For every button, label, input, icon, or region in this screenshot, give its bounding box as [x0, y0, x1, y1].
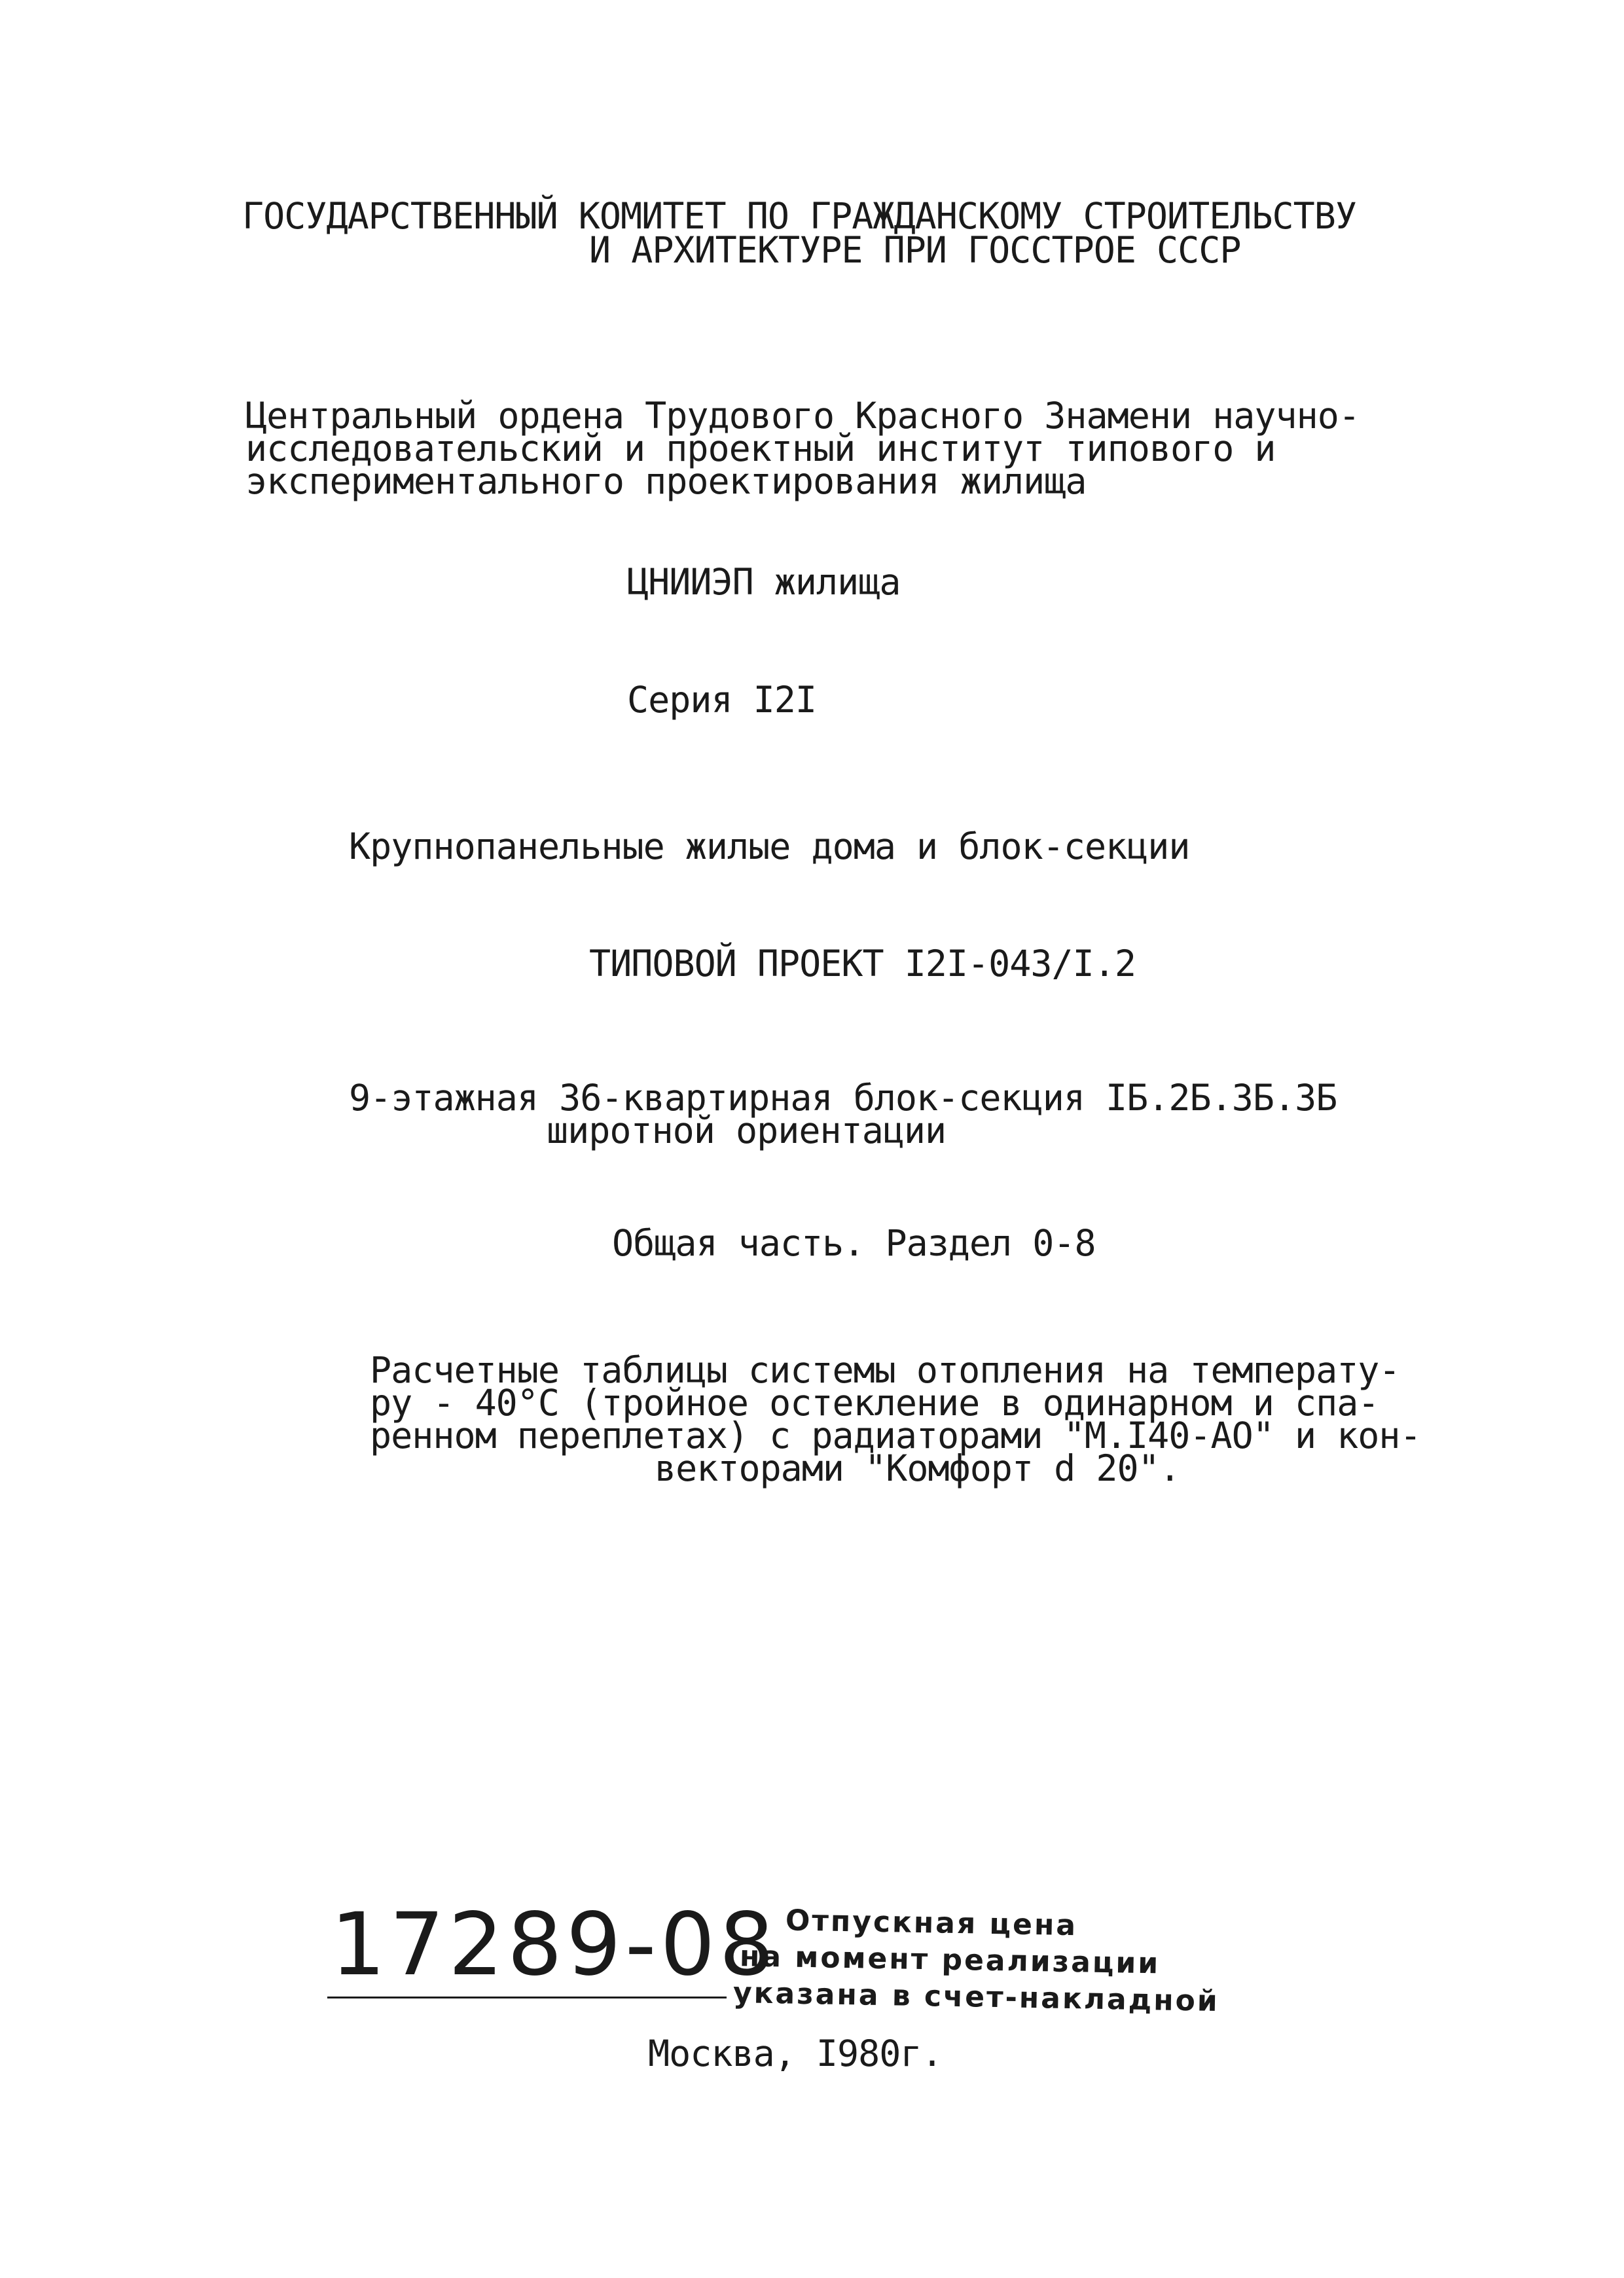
institute-line-2: исследовательский и проектный институт типового и — [245, 427, 1276, 469]
price-stamp — [732, 1902, 1220, 2018]
section-title: Общая часть. Раздел 0-8 — [612, 1222, 1096, 1264]
place-year: Москва, I980г. — [648, 2033, 943, 2074]
project-title: ТИПОВОЙ ПРОЕКТ I2I-043/I.2 — [589, 943, 1136, 985]
institute-line-1: Центральный ордена Трудового Красного Знамени научно- — [245, 395, 1360, 437]
committee-line-1: ГОСУДАРСТВЕННЫЙ КОМИТЕТ ПО ГРАЖДАНСКОМУ СТРОИТЕЛЬСТВУ — [242, 195, 1356, 237]
subject-line: Крупнопанельные жилые дома и блок-секции — [349, 825, 1190, 867]
description-line-4: векторами "Комфорт d 20". — [655, 1447, 1180, 1489]
price-stamp-line-3: указана в счет-накладной — [732, 1976, 1220, 2018]
committee-line-2: И АРХИТЕКТУРЕ ПРИ ГОССТРОЕ СССР — [589, 229, 1241, 271]
stamp-underline — [327, 1997, 727, 1998]
building-line-1: 9-этажная 36-квартирная блок-секция IБ.2Б.3Б.3Б — [349, 1077, 1337, 1119]
building-line-2: широтной ориентации — [547, 1110, 947, 1151]
description-line-3: ренном переплетах) с радиаторами "М.I40-АО" и кон- — [370, 1415, 1421, 1456]
price-stamp-line-2: на момент реализации — [739, 1940, 1161, 1981]
institute-line-3: экспериментального проектирования жилища — [245, 460, 1087, 502]
institute-short-name: ЦНИИЭП жилища — [627, 561, 901, 603]
stamp-number: 17289-08 — [331, 1894, 778, 1995]
description-line-2: ру - 40°С (тройное остекление в одинарном и спа- — [370, 1382, 1379, 1424]
series-label: Серия I2I — [627, 679, 817, 721]
description-line-1: Расчетные таблицы системы отопления на температу- — [370, 1349, 1400, 1391]
price-stamp-line-1: Отпускная цена — [785, 1904, 1078, 1943]
